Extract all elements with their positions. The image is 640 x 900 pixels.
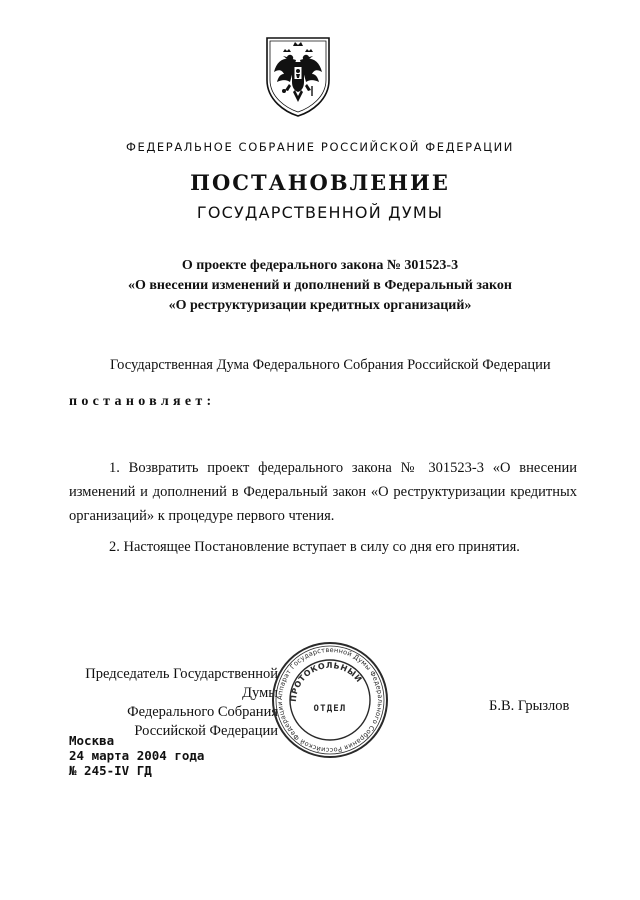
signatory-title [66,665,278,741]
subject-line: О проекте федерального закона № 301523-3 [181,258,459,273]
stamp-inner-text: ПРОТОКОЛЬНЫЙ [288,660,364,703]
signatory-title-line: Российской Федерации [134,723,278,739]
stamp-center-text: ОТДЕЛ [313,704,347,714]
signatory-title-line: Председатель Государственной Думы [85,666,278,701]
document-type-title: ПОСТАНОВЛЕНИЕ [190,170,450,195]
subject-line: «О реструктуризации кредитных организаций» [168,298,472,313]
signatory-name: Б.В. Грызлов [489,698,570,714]
subject-line: «О внесении изменений и дополнений в Федеральный закон [127,278,512,293]
official-stamp-icon [270,640,390,760]
resolution-item: 1. Возвратить проект федерального закона № 301523-3 «О внесении изменений и дополнений в Федеральный закон «О реструктуризации кредитных организаций» к процедуре первого чтения. [69,460,577,524]
assembly-heading: ФЕДЕРАЛЬНОЕ СОБРАНИЕ РОССИЙСКОЙ ФЕДЕРАЦИИ [125,140,515,154]
issuing-body-title: ГОСУДАРСТВЕННОЙ ДУМЫ [196,203,444,222]
footer-number: № 245-IV ГД [69,763,152,778]
resolution-subject [0,256,640,316]
preamble-text: Государственная Дума Федерального Собрания Российской Федерации [110,357,551,373]
document-footer [69,733,204,778]
stamp-outer-text: Аппарат Государственной Думы Федерального Собрания Российской Федерации [275,645,385,755]
resolves-word: постановляет: [69,394,216,409]
signatory-title-line: Федерального Собрания [127,704,278,720]
footer-city: Москва [69,733,115,748]
footer-date: 24 марта 2004 года [69,748,205,763]
resolution-item: 2. Настоящее Постановление вступает в силу со дня его принятия. [109,539,520,555]
coat-of-arms-icon [263,34,333,118]
